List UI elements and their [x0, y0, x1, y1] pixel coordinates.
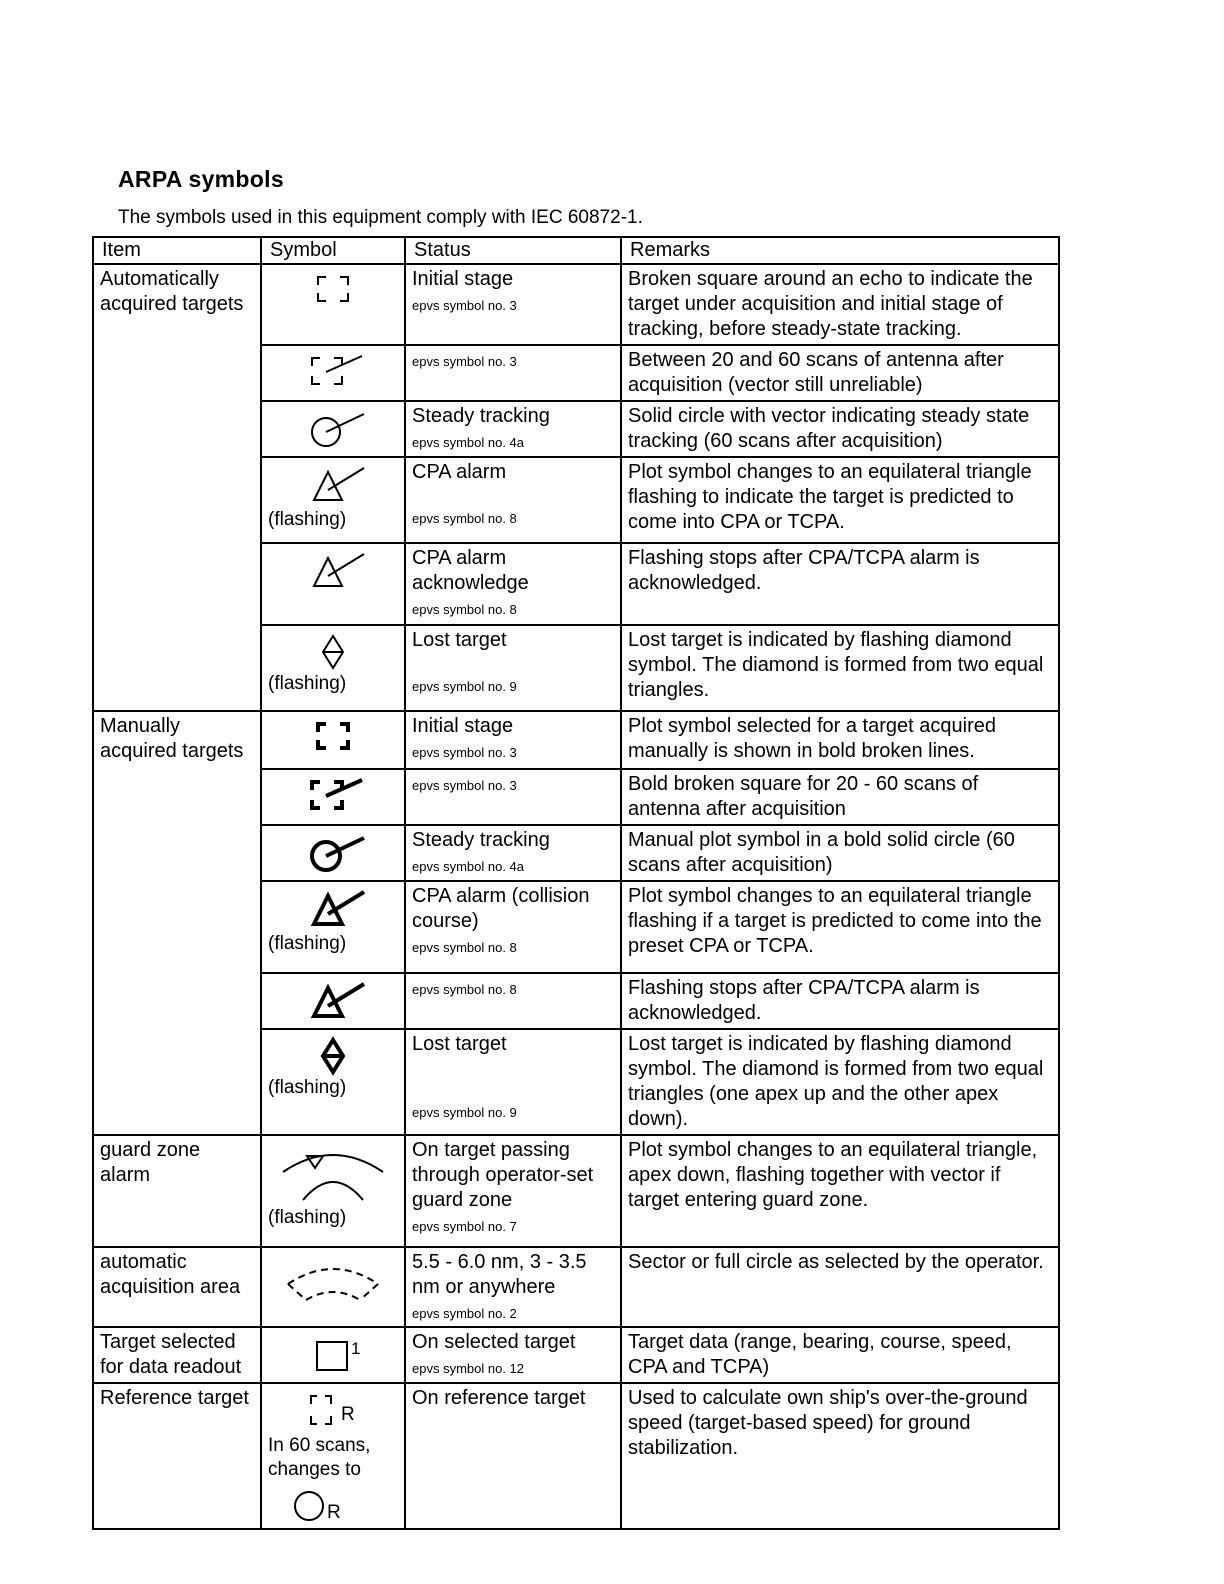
bold-broken-square-icon — [308, 718, 358, 754]
status-cell: 5.5 - 6.0 nm, 3 - 3.5 nm or anywhere epvs symbol no. 2 — [405, 1247, 621, 1327]
symbol-cell — [261, 881, 405, 973]
column-header-symbol: Symbol — [261, 237, 405, 264]
reference-caption: In 60 scans, changes to — [268, 1435, 371, 1480]
status-cell: epvs symbol no. 3 — [405, 769, 621, 825]
status-cell: Initial stage epvs symbol no. 3 — [405, 711, 621, 769]
status-cell: Steady tracking epvs symbol no. 4a — [405, 825, 621, 881]
status-cell: On selected target epvs symbol no. 12 — [405, 1327, 621, 1383]
remarks-cell: Lost target is indicated by flashing diamond symbol. The diamond is formed from two equal triangles (one apex up and the other apex down). — [621, 1029, 1059, 1135]
status-cell: CPA alarm epvs symbol no. 8 — [405, 457, 621, 543]
symbol-cell — [261, 1383, 405, 1529]
broken-square-icon — [308, 271, 358, 307]
symbol-cell — [261, 625, 405, 711]
remarks-cell: Plot symbol changes to an equilateral triangle flashing to indicate the target is predicted to come into CPA or TCPA. — [621, 457, 1059, 543]
remarks-cell: Bold broken square for 20 - 60 scans of antenna after acquisition — [621, 769, 1059, 825]
status-cell: epvs symbol no. 8 — [405, 973, 621, 1029]
symbol-cell — [261, 825, 405, 881]
remarks-cell: Broken square around an echo to indicate the target under acquisition and initial stage of tracking, before steady-state tracking. — [621, 264, 1059, 345]
arpa-symbols-table — [92, 236, 1060, 1530]
status-cell: Lost target epvs symbol no. 9 — [405, 1029, 621, 1135]
bold-circle-vector-icon — [298, 832, 368, 874]
table-row — [93, 1135, 1059, 1247]
guard-zone-icon — [273, 1142, 393, 1206]
table-row — [93, 1247, 1059, 1327]
triangle-vector-icon — [298, 464, 368, 508]
table-row — [93, 711, 1059, 769]
item-target-selected: Target selected for data readout — [93, 1327, 261, 1383]
intro-text: The symbols used in this equipment comply with IEC 60872-1. — [118, 207, 643, 228]
broken-square-vector-icon — [298, 352, 368, 392]
acquisition-area-icon — [268, 1254, 398, 1314]
symbol-cell — [261, 1327, 405, 1383]
symbol-cell — [261, 1029, 405, 1135]
symbol-cell — [261, 1135, 405, 1247]
status-cell: On reference target — [405, 1383, 621, 1529]
reference-mark: R — [341, 1404, 355, 1425]
status-cell: Initial stage epvs symbol no. 3 — [405, 264, 621, 345]
symbol-note: (flashing) — [268, 933, 347, 954]
status-cell: Lost target epvs symbol no. 9 — [405, 625, 621, 711]
selected-mark: 1 — [351, 1339, 361, 1358]
remarks-cell: Used to calculate own ship's over-the-ground speed (target-based speed) for ground stabilization. — [621, 1383, 1059, 1529]
status-cell: CPA alarm acknowledge epvs symbol no. 8 — [405, 543, 621, 625]
remarks-cell: Flashing stops after CPA/TCPA alarm is acknowledged. — [621, 973, 1059, 1029]
status-cell: Steady tracking epvs symbol no. 4a — [405, 401, 621, 457]
remarks-cell: Manual plot symbol in a bold solid circle (60 scans after acquisition) — [621, 825, 1059, 881]
symbol-cell — [261, 457, 405, 543]
bold-triangle-vector-icon — [298, 980, 368, 1024]
symbol-cell — [261, 401, 405, 457]
remarks-cell: Plot symbol selected for a target acquired manually is shown in bold broken lines. — [621, 711, 1059, 769]
reference-circle-icon — [293, 1486, 373, 1526]
column-header-remarks: Remarks — [621, 237, 1059, 264]
bold-triangle-vector-icon — [298, 888, 368, 932]
reference-square-icon — [293, 1390, 373, 1434]
symbol-cell — [261, 711, 405, 769]
bold-broken-square-vector-icon — [298, 776, 368, 816]
selected-square-icon — [293, 1334, 373, 1376]
remarks-cell: Target data (range, bearing, course, speed, CPA and TCPA) — [621, 1327, 1059, 1383]
symbol-cell — [261, 1247, 405, 1327]
solid-circle-vector-icon — [298, 408, 368, 450]
diamond-icon — [313, 632, 353, 672]
symbol-cell — [261, 973, 405, 1029]
symbol-note: (flashing) — [268, 673, 347, 694]
table-row — [93, 1327, 1059, 1383]
status-cell: CPA alarm (collision course) epvs symbol no. 8 — [405, 881, 621, 973]
triangle-vector-icon — [298, 550, 368, 594]
item-guard-zone: guard zone alarm — [93, 1135, 261, 1247]
reference-final-mark: R — [327, 1501, 341, 1523]
remarks-cell: Plot symbol changes to an equilateral triangle, apex down, flashing together with vector if target entering guard zone. — [621, 1135, 1059, 1247]
symbol-note: (flashing) — [268, 1207, 347, 1228]
symbol-cell — [261, 345, 405, 401]
status-cell: epvs symbol no. 3 — [405, 345, 621, 401]
column-header-status: Status — [405, 237, 621, 264]
remarks-cell: Solid circle with vector indicating steady state tracking (60 scans after acquisition) — [621, 401, 1059, 457]
table-header-row — [93, 237, 1059, 264]
symbol-cell — [261, 264, 405, 345]
item-auto: Automatically acquired targets — [93, 264, 261, 711]
page-title: ARPA symbols — [118, 166, 284, 192]
bold-diamond-icon — [313, 1036, 353, 1076]
table-row — [93, 264, 1059, 345]
column-header-item: Item — [93, 237, 261, 264]
remarks-cell: Flashing stops after CPA/TCPA alarm is acknowledged. — [621, 543, 1059, 625]
item-acquisition-area: automatic acquisition area — [93, 1247, 261, 1327]
item-manual: Manually acquired targets — [93, 711, 261, 1135]
status-cell: On target passing through operator-set guard zone epvs symbol no. 7 — [405, 1135, 621, 1247]
remarks-cell: Lost target is indicated by flashing diamond symbol. The diamond is formed from two equal triangles. — [621, 625, 1059, 711]
table-row — [93, 1383, 1059, 1529]
remarks-cell: Between 20 and 60 scans of antenna after acquisition (vector still unreliable) — [621, 345, 1059, 401]
symbol-note: (flashing) — [268, 1077, 347, 1098]
symbol-note: (flashing) — [268, 509, 347, 530]
remarks-cell: Sector or full circle as selected by the operator. — [621, 1247, 1059, 1327]
item-reference-target: Reference target — [93, 1383, 261, 1529]
symbol-cell — [261, 769, 405, 825]
remarks-cell: Plot symbol changes to an equilateral triangle flashing if a target is predicted to come into the preset CPA or TCPA. — [621, 881, 1059, 973]
symbol-cell — [261, 543, 405, 625]
